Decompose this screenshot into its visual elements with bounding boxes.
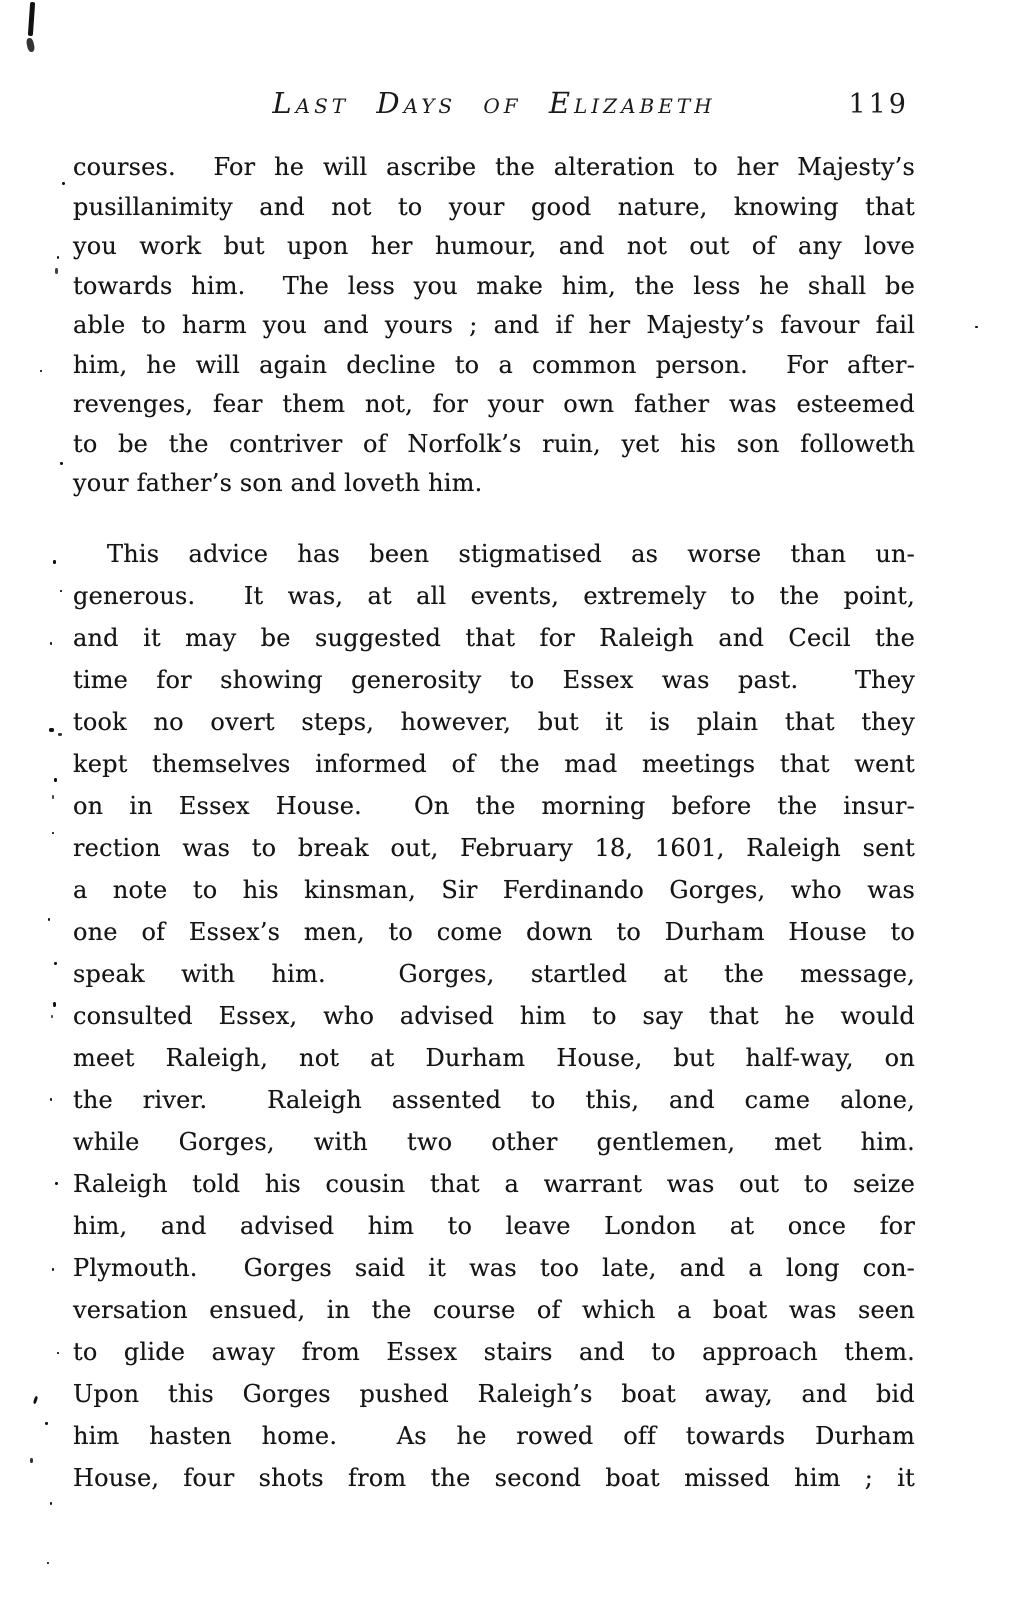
text-line: while Gorges, with two other gentlemen, met him. [73,1127,915,1156]
scan-artifact [40,370,42,372]
text-line: versation ensued, in the course of which a boat was seen [73,1295,915,1324]
text-line: took no overt steps, however, but it is plain that they [73,707,915,736]
scan-artifact [57,1352,59,1354]
text-line: able to harm you and yours ; and if her Majesty’s favour fail [73,311,915,339]
text-line: to be the contriver of Norfolk’s ruin, yet his son followeth [73,429,915,458]
text-line: Plymouth. Gorges said it was too late, and a long con- [73,1253,915,1282]
text-line: Raleigh told his cousin that a warrant was out to seize [73,1169,915,1198]
text-line: revenges, fear them not, for your own father was esteemed [73,390,915,418]
text-line: him, he will again decline to a common person. For after- [73,350,915,379]
text-line: to glide away from Essex stairs and to approach them. [73,1337,915,1366]
scan-artifact [62,182,65,185]
text-line: generous. It was, at all events, extremely to the point, [73,581,915,610]
scan-artifact [58,733,62,736]
paragraph [73,148,915,504]
text-line: meet Raleigh, not at Durham House, but half-way, on [73,1043,915,1072]
text-line: and it may be suggested that for Raleigh and Cecil the [73,623,915,652]
scan-artifact [52,1268,54,1271]
text-line: a note to his kinsman, Sir Ferdinando Gorges, who was [73,875,915,904]
text-line: House, four shots from the second boat missed him ; it [73,1463,915,1492]
text-line: pusillanimity and not to your good nature, knowing that [73,192,915,221]
text-line: him, and advised him to leave London at once for [73,1211,915,1240]
scan-artifact [52,795,54,799]
scan-artifact [50,642,52,645]
scan-artifact [47,1562,49,1564]
text-line: This advice has been stigmatised as worse than un- [107,539,915,568]
scan-artifact [48,918,50,921]
text-line: time for showing generosity to Essex was past. They [73,665,915,694]
text-line: your father’s son and loveth him. [73,469,483,497]
scan-artifact [51,1015,53,1018]
scan-artifact [45,1422,48,1425]
text-line: rection was to break out, February 18, 1601, Raleigh sent [73,833,915,862]
scan-artifact [50,1502,52,1505]
scan-artifact [55,268,58,274]
paragraph [73,533,915,1499]
text-line: towards him. The less you make him, the less he shall be [73,271,915,300]
scan-artifact [33,1396,38,1405]
running-header [73,86,915,132]
text-line: consulted Essex, who advised him to say that he would [73,1001,915,1030]
text-line: courses. For he will ascribe the alteration to her Majesty’s [73,153,915,181]
scan-artifact [60,462,63,465]
scan-artifact [28,2,35,36]
scan-artifact [53,1002,56,1007]
page-body [73,148,915,1499]
scan-artifact [60,590,62,592]
text-line: him hasten home. As he rowed off towards Durham [73,1421,915,1450]
scan-artifact [49,728,54,732]
scan-artifact [54,778,57,782]
text-line: speak with him. Gorges, startled at the message, [73,959,915,988]
text-line: one of Essex’s men, to come down to Durham House to [73,917,915,946]
text-line: Upon this Gorges pushed Raleigh’s boat away, and bid [73,1379,915,1408]
text-line: the river. Raleigh assented to this, and came alone, [73,1085,915,1114]
text-line: on in Essex House. On the morning before the insur- [73,791,915,820]
text-line: kept themselves informed of the mad meetings that went [73,749,915,778]
page-number: 119 [848,89,909,120]
scan-artifact [50,1098,52,1101]
page-title: Last Days of Elizabeth [272,86,716,120]
scan-artifact [53,560,56,564]
scan-artifact [55,1182,58,1185]
scan-artifact [975,326,978,328]
scan-artifact [26,37,36,52]
text-line: you work but upon her humour, and not out of any love [73,232,915,260]
scan-artifact [54,962,57,965]
scan-artifact [52,832,54,834]
scan-artifact [30,1458,33,1463]
scan-artifact [57,256,59,259]
